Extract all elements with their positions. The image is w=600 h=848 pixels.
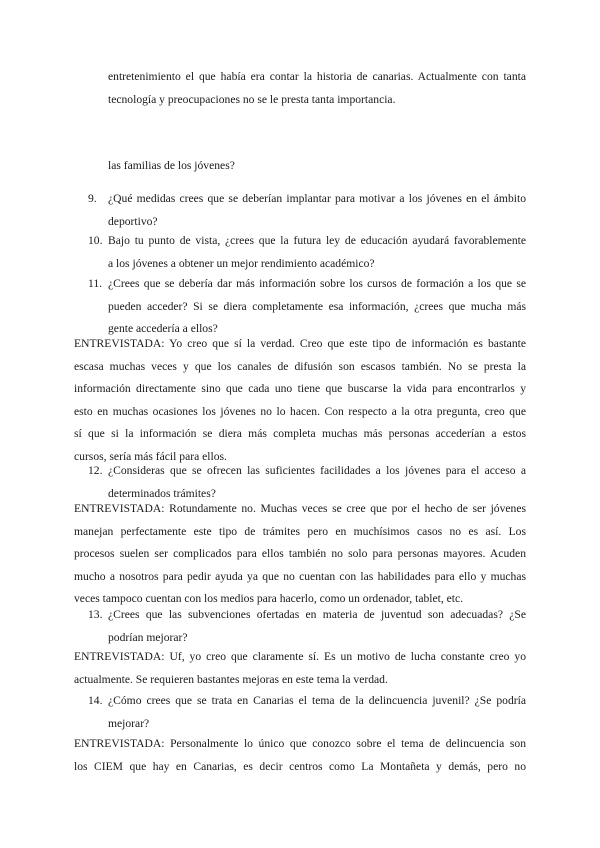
text-line: manejan perfectamente este tipo de trámites pero en muchísimos casos no es así. Los: [74, 524, 526, 538]
text-line: ENTREVISTADA: Uf, yo creo que claramente sí. Es un motivo de lucha constante creo yo: [74, 650, 526, 663]
question-number: 14.: [88, 694, 103, 707]
text-line: esto en muchas ocasiones los jóvenes no lo hacen. Con respecto a la otra pregunta, creo que: [74, 404, 526, 418]
question-13: [108, 604, 526, 649]
question-number: 11.: [88, 277, 103, 290]
answer-11: [74, 333, 526, 469]
intro-paragraph: [108, 66, 526, 111]
text-line: deportivo?: [108, 214, 158, 228]
text-line: pueden acceder? Si se diera completamente esa información, ¿crees que mucha más: [108, 299, 526, 313]
text-line: Bajo tu punto de vista, ¿crees que la futura ley de educación ayudará favorablemente: [108, 234, 526, 247]
text-line: mejorar?: [108, 716, 150, 730]
text-line: sí que si la información se diera más completa muchas más personas accederían a estos: [74, 427, 526, 441]
text-line: información directamente sino que cada uno tiene que buscarse la vida para encontrarlos y: [74, 382, 526, 396]
text-line: procesos suelen ser complicados para ellos también no solo para personas mayores. Acuden: [74, 547, 526, 561]
question-number: 13.: [88, 608, 103, 621]
question-9: [108, 188, 526, 233]
question-11: [108, 273, 526, 341]
text-line: ¿Crees que se debería dar más información sobre los cursos de formación a los que se: [108, 277, 526, 290]
text-line: las familias de los jóvenes?: [108, 159, 235, 172]
question-number: 10.: [88, 234, 103, 247]
text-line: actualmente. Se requieren bastantes mejoras en este tema la verdad.: [74, 672, 388, 686]
text-line: a los jóvenes a obtener un mejor rendimiento académico?: [108, 256, 375, 270]
text-line: podrían mejorar?: [108, 630, 188, 644]
text-line: tecnología y preocupaciones no se le presta tanta importancia.: [108, 92, 396, 106]
text-line: cursos, sería más fácil para ellos.: [74, 449, 227, 463]
text-line: ¿Qué medidas crees que se deberían implantar para motivar a los jóvenes en el ámbito: [108, 192, 526, 205]
text-line: gente accedería a ellos?: [108, 322, 218, 336]
text-line: veces tampoco cuentan con los medios para hacerlo, como un ordenador, tablet, etc.: [74, 592, 464, 606]
question-10: [108, 230, 526, 275]
question-14: [108, 690, 526, 735]
text-line: mucho a nosotros para pedir ayuda ya que no cuentan con las habilidades para ello y muchas: [74, 569, 526, 583]
text-line: ¿Cómo crees que se trata en Canarias el tema de la delincuencia juvenil? ¿Se podría: [108, 694, 526, 707]
answer-13: [74, 646, 526, 691]
text-line: ¿Crees que las subvenciones ofertadas en materia de juventud son adecuadas? ¿Se: [108, 608, 526, 621]
answer-12: [74, 498, 526, 611]
text-line: entretenimiento el que había era contar la historia de canarias. Actualmente con tanta: [108, 70, 526, 83]
text-line: ENTREVISTADA: Rotundamente no. Muchas veces se cree que por el hecho de ser jóvenes: [74, 502, 526, 515]
question-number: 9.: [88, 192, 97, 205]
text-line: ENTREVISTADA: Personalmente lo único que conozco sobre el tema de delincuencia son: [74, 737, 526, 750]
text-line: ENTREVISTADA: Yo creo que sí la verdad. Creo que este tipo de información es bastante: [74, 337, 526, 350]
question-number: 12.: [88, 464, 103, 477]
text-line: los CIEM que hay en Canarias, es decir centros como La Montañeta y demás, pero no: [74, 759, 526, 773]
answer-14: [74, 733, 526, 778]
text-line: ¿Consideras que se ofrecen las suficientes facilidades a los jóvenes para el acceso a: [108, 464, 526, 477]
question-fragment: [108, 155, 526, 178]
text-line: determinados trámites?: [108, 486, 216, 500]
text-line: escasa muchas veces y que los canales de difusión son escasos también. No se presta la: [74, 359, 526, 373]
